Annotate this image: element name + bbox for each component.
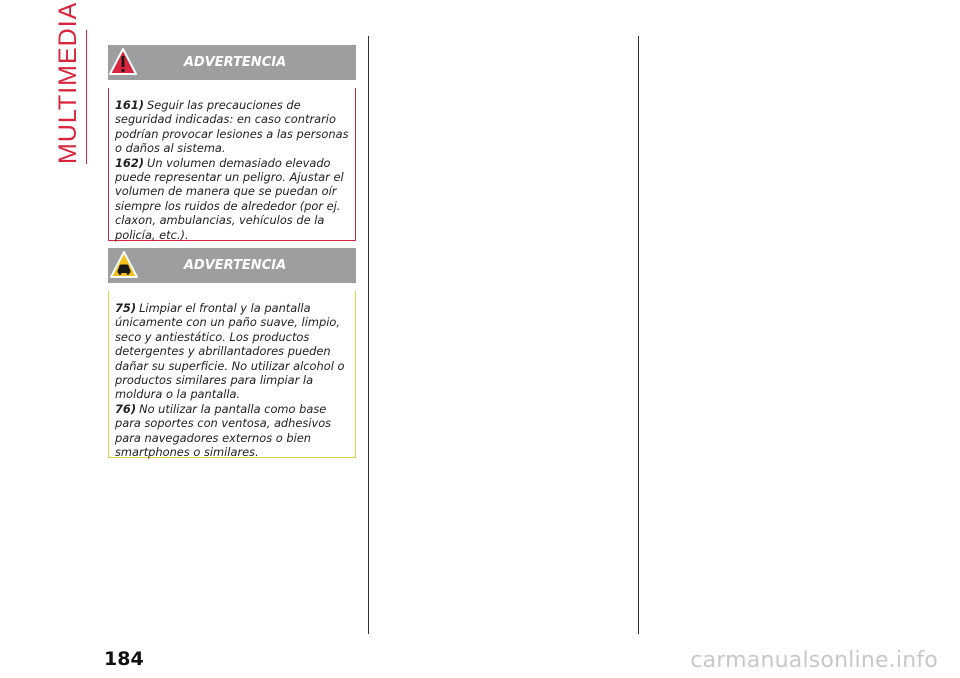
warning-body-yellow — [108, 291, 356, 458]
page-number: 184 — [104, 648, 144, 670]
warning-header-red — [108, 45, 356, 80]
column-divider — [638, 36, 639, 634]
warning-item: 162) Un volumen demasiado elevado puede representar un peligro. Ajustar el volumen de manera que se puedan oír siempre los ruidos de alrededor (por ej. claxon, ambulancias, vehículos de la policía, etc.). — [115, 155, 344, 242]
column-divider — [368, 36, 369, 634]
warning-item: 76) No utilizar la pantalla como base para soportes con ventosa, adhesivos para navegadores externos o bien smartphones o similares. — [115, 401, 332, 460]
car-warning-icon — [109, 250, 139, 280]
warning-item: 75) Limpiar el frontal y la pantalla únicamente con un paño suave, limpio, seco y antiestático. Los productos detergentes y abrillantadores pueden dañar su superficie. No utilizar alcohol o productos similares para limpiar la moldura o la pantalla. — [115, 301, 345, 402]
section-side-title — [52, 1, 87, 164]
warning-body-red — [108, 88, 356, 241]
warning-header-yellow — [108, 248, 356, 283]
section-title-text: MULTIMEDIA — [54, 1, 82, 164]
warning-heading: ADVERTENCIA — [183, 55, 287, 70]
warning-heading: ADVERTENCIA — [183, 258, 287, 273]
exclamation-triangle-icon — [108, 47, 138, 77]
warning-item: 161) Seguir las precauciones de seguridad indicadas: en caso contrario podrían provocar lesiones a las personas o daños al sistema. — [115, 98, 349, 156]
watermark: carmanualsonline.info — [690, 648, 938, 673]
